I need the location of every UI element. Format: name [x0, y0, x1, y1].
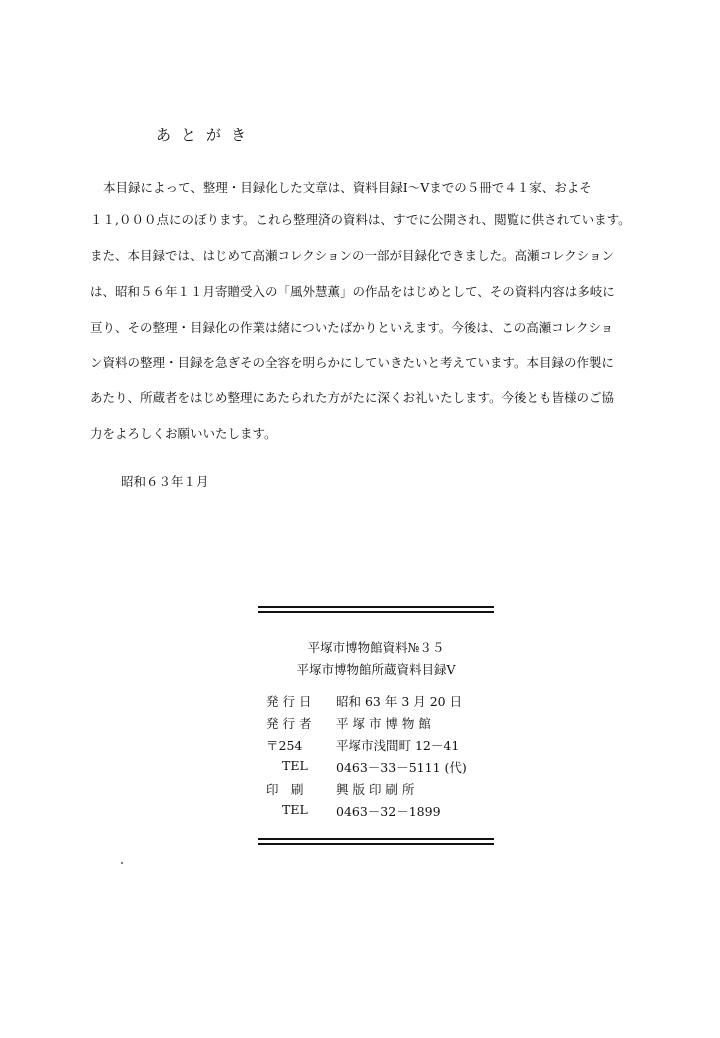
printer-label: 印 刷: [266, 782, 304, 797]
colophon-row-printer-tel: [266, 802, 506, 820]
postal-code-label: 〒254: [266, 738, 303, 753]
afterword-heading: あとがき: [156, 126, 257, 144]
publisher-label: 発 行 者: [266, 716, 312, 731]
body-line-7: あたり、所蔵者をはじめ整理にあたられた方がたに深くお礼いたします。今後とも皆様のご協: [90, 390, 615, 405]
colophon-bottom-rule: [258, 838, 494, 840]
colophon-row-publisher-tel: [266, 758, 506, 776]
body-line-2: １１,０００点にのぼります。これら整理済の資料は、すでに公開され、閲覧に供されています。: [90, 212, 631, 227]
colophon-row-printer: [266, 780, 506, 798]
printer-tel-label: TEL: [282, 802, 308, 817]
body-line-8: 力をよろしくお願いいたします。: [90, 426, 277, 441]
afterword-date: 昭和６３年１月: [121, 474, 209, 489]
publisher-tel-label: TEL: [282, 758, 308, 773]
body-line-6: ン資料の整理・目録を急ぎその全容を明らかにしていきたいと考えています。本目録の作製に: [90, 355, 615, 370]
colophon-series: 平塚市博物館資料№３５: [307, 640, 445, 655]
colophon-top-rule: [258, 606, 494, 608]
colophon-row-address: [266, 736, 506, 754]
colophon-row-publisher: [266, 714, 506, 732]
body-line-4: は、昭和５６年１１月寄贈受入の「風外慧薫」の作品をはじめとして、その資料内容は多岐に: [90, 284, 615, 299]
issue-date-value: 昭和 63 年 3 月 20 日: [336, 694, 463, 709]
colophon-bottom-rule-inner: [258, 843, 494, 845]
body-line-5: 亘り、その整理・目録化の作業は緒についたばかりといえます。今後は、この高瀬コレクショ: [90, 320, 614, 335]
publisher-value: 平 塚 市 博 物 館: [336, 716, 431, 731]
body-line-1: 本目録によって、整理・目録化した文章は、資料目録Ⅰ～Ⅴまでの５冊で４１家、およそ: [103, 180, 592, 195]
colophon-row-issue-date: [266, 692, 506, 710]
publisher-tel-value: 0463－33－5111 (代): [336, 760, 467, 775]
colophon-top-rule-inner: [258, 611, 494, 613]
issue-date-label: 発 行 日: [266, 694, 312, 709]
body-line-3: また、本目録では、はじめて高瀬コレクションの一部が目録化できました。高瀬コレクション: [90, 248, 615, 263]
printer-tel-value: 0463－32－1899: [336, 804, 441, 819]
colophon-title: 平塚市博物館所蔵資料目録Ⅴ: [296, 662, 456, 677]
printer-value: 興 版 印 刷 所: [336, 782, 415, 797]
scan-speck: [121, 862, 123, 864]
address-value: 平塚市浅間町 12－41: [336, 738, 460, 753]
